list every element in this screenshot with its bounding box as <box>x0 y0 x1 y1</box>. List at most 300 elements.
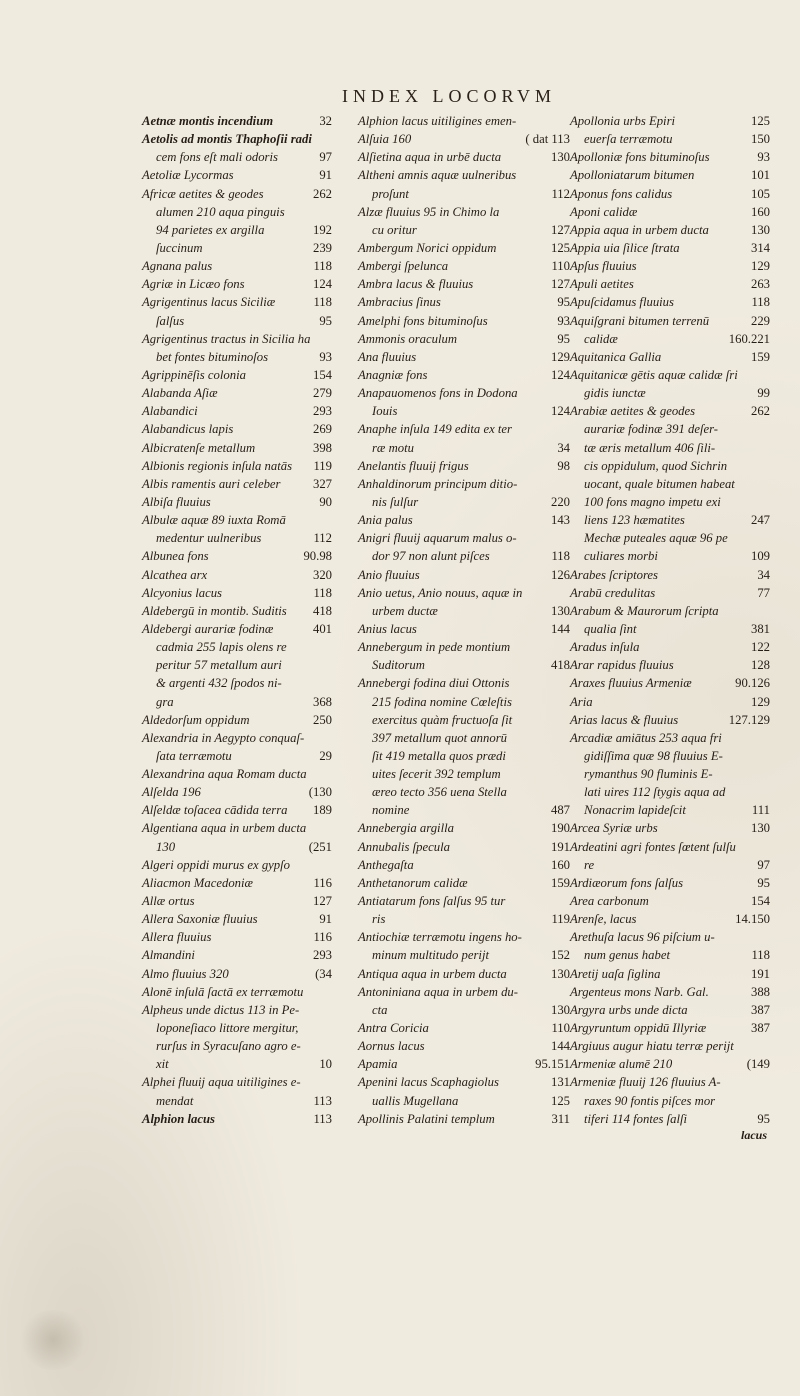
index-entry <box>570 638 770 656</box>
page-reference: 262 <box>312 186 332 201</box>
index-entry <box>358 983 570 1001</box>
index-entry <box>358 166 570 184</box>
page-reference: 95 <box>557 331 570 346</box>
entry-text: Aradus inſula <box>570 640 640 655</box>
index-entry <box>570 874 770 892</box>
page-reference: 113 <box>313 1093 332 1108</box>
entry-text: Argenteus mons Narb. Gal. <box>570 984 709 999</box>
page-reference: 239 <box>312 240 332 255</box>
page-reference: 418 <box>312 603 332 618</box>
entry-text: Anthegaſta <box>358 857 414 872</box>
index-entry <box>358 910 570 928</box>
entry-text: Alphion lacus uitiligines emen- <box>358 114 517 128</box>
entry-text: Aetolis ad montis Thaphoſii radi <box>142 132 312 147</box>
page-reference: 293 <box>312 404 332 419</box>
index-entry <box>142 838 332 856</box>
page-reference: 90.98 <box>303 549 332 564</box>
index-entry <box>358 330 570 348</box>
index-entry <box>358 765 570 783</box>
entry-text: Aretij uaſa ſiglina <box>570 966 661 981</box>
catchword: lacus <box>741 1128 768 1142</box>
page-reference: 110 <box>551 259 570 274</box>
index-entry <box>358 801 570 819</box>
entry-text: Arcadiæ amiātus 253 aqua fri <box>570 730 722 745</box>
page-reference: 98 <box>557 458 570 473</box>
index-entry <box>570 765 770 783</box>
index-entry <box>570 493 770 511</box>
index-entry <box>570 439 770 457</box>
page-reference: 109 <box>750 549 770 564</box>
entry-text: Area carbonum <box>570 894 649 909</box>
index-entry <box>570 112 770 130</box>
entry-text: 397 metallum quot annorū <box>372 730 507 745</box>
page-reference: 418 <box>550 658 570 673</box>
page-reference: 263 <box>750 277 770 292</box>
index-entry <box>142 656 332 674</box>
index-entry <box>570 1092 770 1110</box>
index-entry <box>142 1001 332 1019</box>
entry-text: Anapauomenos fons in Dodona <box>358 386 518 401</box>
index-entry <box>142 348 332 366</box>
page-reference: (130 <box>308 785 332 800</box>
page-reference: 119 <box>313 458 332 473</box>
page-reference: 93 <box>557 313 570 328</box>
index-entry <box>570 547 770 565</box>
index-entry <box>142 148 332 166</box>
entry-text: Annebergum in pede montium <box>358 640 511 655</box>
index-entry <box>358 729 570 747</box>
index-entry <box>358 1001 570 1019</box>
index-entry <box>570 1019 770 1037</box>
entry-text: Ardeatini agri fontes ſœtent ſulſu <box>570 839 736 854</box>
entry-text: Aponus fons calidus <box>570 186 673 201</box>
page-reference: 29 <box>319 748 332 763</box>
index-entry <box>142 674 332 692</box>
page-reference: 381 <box>750 621 770 636</box>
entry-text: exercitus quàm fructuoſa ſit <box>372 712 513 727</box>
page-reference: 14.150 <box>735 912 770 927</box>
index-entry <box>142 1055 332 1073</box>
entry-text: Alſuia 160 <box>358 132 412 147</box>
entry-text: 130 <box>156 839 176 854</box>
entry-text: Aldebergi aurariæ fodinæ <box>142 621 274 636</box>
entry-text: Apollinis Palatini templum <box>358 1111 495 1126</box>
entry-text: 215 fodina nomine Cœleſtis <box>372 694 512 709</box>
index-entry <box>358 366 570 384</box>
entry-text: Apolloniæ fons bituminoſus <box>570 150 710 165</box>
index-entry <box>142 511 332 529</box>
entry-text: dor 97 non alunt piſces <box>372 549 490 564</box>
index-entry <box>570 892 770 910</box>
entry-text: ſuccinum <box>156 240 203 255</box>
page-reference: 250 <box>312 712 332 727</box>
page-reference: 398 <box>312 440 332 455</box>
index-entry <box>142 166 332 184</box>
entry-text: Algeri oppidi murus ex gypſo <box>142 857 291 872</box>
index-entry <box>142 1110 332 1128</box>
index-entry <box>358 656 570 674</box>
page-reference: 118 <box>313 259 332 274</box>
index-entry <box>570 257 770 275</box>
page-reference: 154 <box>312 367 332 382</box>
entry-text: Antiatarum fons ſalſus 95 tur <box>358 894 506 909</box>
entry-text: Anio fluuius <box>358 567 420 582</box>
page-reference: 130 <box>550 966 570 981</box>
entry-text: Anthetanorum calidæ <box>358 875 468 890</box>
page-reference: 97 <box>757 857 770 872</box>
page-reference: 401 <box>312 621 332 636</box>
entry-text: Apamia <box>358 1057 398 1072</box>
page-reference: 95 <box>757 1111 770 1126</box>
entry-text: Argyra urbs unde dicta <box>570 1002 688 1017</box>
index-entry <box>142 729 332 747</box>
page-reference: 95.151 <box>535 1057 570 1072</box>
index-entry <box>570 1037 770 1055</box>
index-entry <box>358 946 570 964</box>
index-entry <box>358 856 570 874</box>
index-entry <box>358 221 570 239</box>
index-entry <box>358 529 570 547</box>
page-reference: 144 <box>550 621 570 636</box>
entry-text: Alabandici <box>142 404 198 419</box>
entry-text: 94 parietes ex argilla <box>156 222 265 237</box>
index-entry <box>142 185 332 203</box>
index-entry <box>142 366 332 384</box>
index-entry <box>570 166 770 184</box>
page-reference: 129 <box>550 349 570 364</box>
index-entry <box>358 1092 570 1110</box>
page-reference: 95 <box>319 313 332 328</box>
index-entry <box>570 330 770 348</box>
page-reference: 110 <box>551 1021 570 1036</box>
entry-text: Apſus fluuius <box>570 259 637 274</box>
page-reference: 116 <box>313 875 332 890</box>
index-entry <box>570 148 770 166</box>
index-entry <box>358 674 570 692</box>
entry-text: Antra Coricia <box>358 1021 429 1036</box>
page-reference: 118 <box>551 549 570 564</box>
entry-text: rymanthus 90 fluminis E- <box>584 767 713 782</box>
page-reference: 91 <box>319 912 332 927</box>
entry-text: Ambergi ſpelunca <box>358 259 449 274</box>
page-reference: 125 <box>550 1093 570 1108</box>
entry-text: Aornus lacus <box>358 1039 425 1054</box>
entry-text: cu oritur <box>372 222 417 237</box>
entry-text: æreo tecto 356 uena Stella <box>372 785 507 800</box>
index-entry <box>570 221 770 239</box>
entry-text: ſit 419 metalla quos prædi <box>372 748 506 763</box>
entry-text: Aldebergū in montib. Suditis <box>142 603 287 618</box>
page-reference: 127 <box>550 222 570 237</box>
index-entry <box>142 711 332 729</box>
index-entry <box>570 620 770 638</box>
entry-text: Mechæ puteales aquæ 96 pe <box>584 531 728 546</box>
index-column-3 <box>570 112 770 1128</box>
index-entry <box>358 1073 570 1091</box>
entry-text: xit <box>156 1057 169 1072</box>
entry-text: Ambergum Norici oppidum <box>358 240 497 255</box>
entry-text: uallis Mugellana <box>372 1093 459 1108</box>
entry-text: Antoniniana aqua in urbem du- <box>358 984 518 999</box>
entry-text: euerſa terræmotu <box>584 132 673 147</box>
page-reference: 191 <box>750 966 770 981</box>
entry-text: Ania palus <box>358 513 413 528</box>
index-entry <box>570 312 770 330</box>
index-entry <box>142 1092 332 1110</box>
index-entry <box>142 130 332 148</box>
index-entry <box>358 511 570 529</box>
entry-text: Alabandicus lapis <box>142 422 234 437</box>
entry-text: nis ſulſur <box>372 494 419 509</box>
index-entry <box>358 112 570 130</box>
entry-text: Antiochiæ terræmotu ingens ho- <box>358 930 522 945</box>
page-reference: 387 <box>750 1002 770 1017</box>
entry-text: Appia uia ſilice ſtrata <box>570 240 680 255</box>
entry-text: Aquitanicæ gētis aquæ calidæ ſri <box>570 367 738 382</box>
page-reference: 91 <box>319 168 332 183</box>
index-entry <box>142 910 332 928</box>
entry-text: Anelantis fluuij frigus <box>358 458 469 473</box>
index-entry <box>142 620 332 638</box>
entry-text: culiares morbi <box>584 549 658 564</box>
page-reference: 220 <box>550 494 570 509</box>
index-entry <box>142 1037 332 1055</box>
entry-text: aurariæ fodinæ 391 deſer- <box>584 422 719 437</box>
entry-text: Albis ramentis auri celeber <box>142 476 281 491</box>
page-reference: 112 <box>313 531 332 546</box>
index-entry <box>142 312 332 330</box>
page-reference: 152 <box>550 948 570 963</box>
index-entry <box>358 874 570 892</box>
index-entry <box>142 946 332 964</box>
page-reference: 130 <box>550 1002 570 1017</box>
entry-text: medentur uulneribus <box>156 531 262 546</box>
page-reference: 129 <box>750 694 770 709</box>
page-reference: 127 <box>312 894 332 909</box>
entry-text: Alexandria in Aegypto conquaſ- <box>142 730 305 745</box>
index-entry <box>570 1110 770 1128</box>
index-entry <box>142 783 332 801</box>
page-reference: 320 <box>312 567 332 582</box>
entry-text: Arar rapidus fluuius <box>570 658 674 673</box>
page-reference: 368 <box>312 694 332 709</box>
entry-text: tiferi 114 fontes ſalſi <box>584 1111 688 1126</box>
page-header: INDEX LOCORVM <box>342 86 557 106</box>
entry-text: Aldedorſum oppidum <box>142 712 250 727</box>
index-entry <box>142 529 332 547</box>
index-entry <box>358 602 570 620</box>
index-entry <box>570 1073 770 1091</box>
page-reference: 159 <box>550 875 570 890</box>
page-reference: 93 <box>757 150 770 165</box>
entry-text: Alſeldæ toſacea cādida terra <box>142 803 288 818</box>
entry-text: Arias lacus & fluuius <box>570 712 679 727</box>
page-reference: 127.129 <box>728 712 770 727</box>
entry-text: Ambra lacus & fluuius <box>358 277 474 292</box>
entry-text: Anius lacus <box>358 621 417 636</box>
index-entry <box>358 475 570 493</box>
entry-text: Agrigentinus tractus in Sicilia ha <box>142 331 311 346</box>
index-entry <box>570 239 770 257</box>
entry-text: Aquitanica Gallia <box>570 349 662 364</box>
entry-text: Anaphe inſula 149 edita ex ter <box>358 422 512 437</box>
entry-text: qualia ſint <box>584 621 637 636</box>
page-reference: 269 <box>312 422 332 437</box>
entry-text: Agrippinēſis colonia <box>142 367 246 382</box>
index-entry <box>358 547 570 565</box>
page-reference: 95 <box>757 875 770 890</box>
index-entry <box>358 402 570 420</box>
entry-text: ræ motu <box>372 440 414 455</box>
entry-text: Aria <box>570 694 593 709</box>
entry-text: urbem ductæ <box>372 603 438 618</box>
entry-text: raxes 90 fontis piſces mor <box>584 1093 716 1108</box>
entry-text: Ana fluuius <box>358 349 417 364</box>
entry-text: & argenti 432 ſpodos ni- <box>156 676 282 691</box>
index-entry <box>570 402 770 420</box>
entry-text: Antiqua aqua in urbem ducta <box>358 966 507 981</box>
index-entry <box>142 874 332 892</box>
entry-text: Araxes fluuius Armeniæ <box>570 676 692 691</box>
index-entry <box>142 384 332 402</box>
index-entry <box>142 203 332 221</box>
page-reference: 160.221 <box>728 331 770 346</box>
page-reference: 124 <box>550 404 570 419</box>
entry-text: Annebergi fodina diui Ottonis <box>358 676 510 691</box>
index-entry <box>358 148 570 166</box>
entry-text: gidis iunctæ <box>584 386 646 401</box>
index-entry <box>570 783 770 801</box>
page-reference: 34 <box>557 440 570 455</box>
entry-text: Africæ aetites & geodes <box>142 186 264 201</box>
entry-text: Ambracius ſinus <box>358 295 441 310</box>
page-reference: 113 <box>313 1111 332 1126</box>
page-reference: 32 <box>319 114 332 128</box>
page-reference: 10 <box>319 1057 332 1072</box>
index-entry <box>570 946 770 964</box>
page-reference: 159 <box>750 349 770 364</box>
entry-text: Annebergia argilla <box>358 821 454 836</box>
entry-text: Arcea Syriæ urbs <box>570 821 658 836</box>
index-entry <box>142 856 332 874</box>
ink-stain <box>18 1310 88 1370</box>
index-entry <box>142 257 332 275</box>
index-entry <box>570 1055 770 1073</box>
index-entry <box>358 1019 570 1037</box>
entry-text: Argiuus augur hiatu terræ perijt <box>570 1039 734 1054</box>
page-reference: 191 <box>550 839 570 854</box>
entry-text: Apuſcidamus fluuius <box>570 295 674 310</box>
index-entry <box>142 566 332 584</box>
index-entry <box>358 892 570 910</box>
page-reference: 279 <box>312 386 332 401</box>
index-entry <box>358 420 570 438</box>
entry-text: Armeniæ alumē 210 <box>570 1057 673 1072</box>
entry-text: Anagniæ fons <box>358 367 428 382</box>
page-reference: 34 <box>757 567 770 582</box>
page-reference: 189 <box>312 803 332 818</box>
entry-text: Albicratenſe metallum <box>142 440 256 455</box>
index-entry <box>358 457 570 475</box>
entry-text: cem fons eſt mali odoris <box>156 150 278 165</box>
index-entry <box>358 693 570 711</box>
index-entry <box>142 239 332 257</box>
index-entry <box>570 203 770 221</box>
page-reference: 118 <box>751 948 770 963</box>
page-reference: 327 <box>312 476 332 491</box>
entry-text: Arenſe, lacus <box>570 912 637 927</box>
page-reference: 122 <box>750 640 770 655</box>
entry-text: cis oppidulum, quod Sichrin <box>584 458 728 473</box>
entry-text: Allæ ortus <box>142 894 195 909</box>
entry-text: gra <box>156 694 174 709</box>
index-entry <box>570 566 770 584</box>
page-reference: 111 <box>751 803 770 818</box>
entry-text: Alcyonius lacus <box>142 585 222 600</box>
page-reference: 160 <box>550 857 570 872</box>
entry-text: Alſelda 196 <box>142 785 201 800</box>
entry-text: Aliacmon Macedoniæ <box>142 875 253 890</box>
index-entry <box>570 801 770 819</box>
entry-text: Algentiana aqua in urbem ducta <box>142 821 307 836</box>
index-entry <box>358 1110 570 1128</box>
index-entry <box>358 257 570 275</box>
page-reference: 95 <box>557 295 570 310</box>
entry-text: Iouis <box>372 404 398 419</box>
page-reference: 130 <box>550 150 570 165</box>
page-reference: 130 <box>750 222 770 237</box>
entry-text: tæ æris metallum 406 ſili- <box>584 440 716 455</box>
index-entry <box>570 275 770 293</box>
entry-text: Aetoliæ Lycormas <box>142 168 234 183</box>
index-entry <box>142 693 332 711</box>
entry-text: Alzæ fluuius 95 in Chimo la <box>358 204 500 219</box>
index-entry <box>570 674 770 692</box>
entry-text: re <box>584 857 595 872</box>
index-entry <box>358 620 570 638</box>
entry-text: ſalſus <box>156 313 185 328</box>
entry-text: Agrigentinus lacus Siciliæ <box>142 295 276 310</box>
entry-text: calidæ <box>584 331 618 346</box>
entry-text: 100 fons magno impetu exi <box>584 494 721 509</box>
entry-text: peritur 57 metallum auri <box>156 658 282 673</box>
index-entry <box>570 384 770 402</box>
index-entry <box>142 275 332 293</box>
index-entry <box>142 402 332 420</box>
index-entry <box>358 348 570 366</box>
entry-text: Alexandrina aqua Romam ducta <box>142 767 307 782</box>
page-reference: 262 <box>750 404 770 419</box>
index-entry <box>570 928 770 946</box>
entry-text: rurſus in Syracuſano agro e- <box>156 1039 301 1054</box>
entry-text: Agnana palus <box>142 259 213 274</box>
index-entry <box>358 819 570 837</box>
entry-text: Amelphi fons bituminoſus <box>358 313 488 328</box>
index-entry <box>570 130 770 148</box>
page-reference: 118 <box>313 295 332 310</box>
page-reference: 154 <box>750 894 770 909</box>
page-reference: 129 <box>750 259 770 274</box>
index-entry <box>142 928 332 946</box>
entry-text: Armeniæ fluuij 126 fluuius A- <box>570 1075 721 1090</box>
entry-text: bet fontes bituminoſos <box>156 349 269 364</box>
entry-text: alumen 210 aqua pinguis <box>156 204 285 219</box>
index-entry <box>570 693 770 711</box>
entry-text: Ardiæorum fons ſalſus <box>570 875 684 890</box>
page-reference: 143 <box>550 513 570 528</box>
index-entry <box>570 457 770 475</box>
index-entry <box>142 439 332 457</box>
